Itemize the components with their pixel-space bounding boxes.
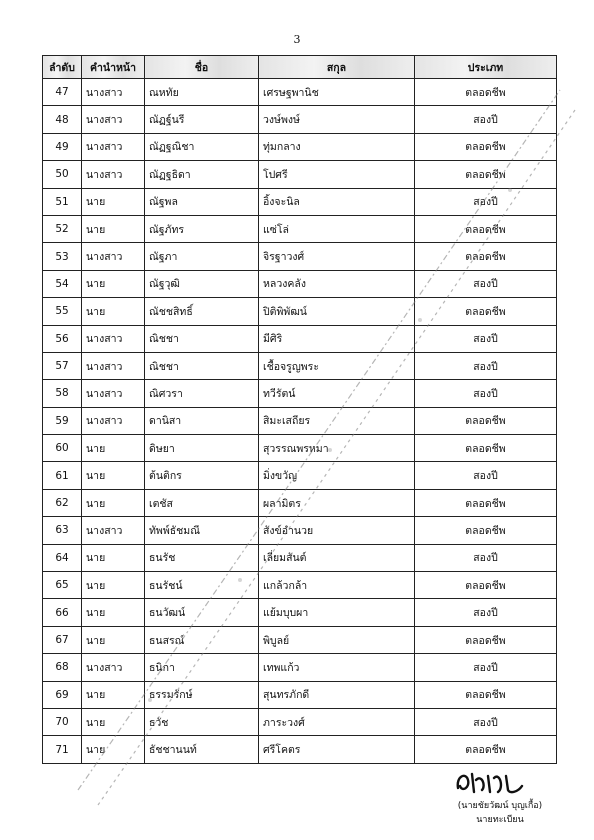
- surname-cell: อิ้งจะนิล: [259, 188, 415, 215]
- surname-cell: ทวีรัตน์: [259, 380, 415, 407]
- index-cell: 71: [43, 736, 82, 763]
- type-cell: ตลอดชีพ: [415, 243, 557, 270]
- index-cell: 69: [43, 681, 82, 708]
- index-cell: 60: [43, 435, 82, 462]
- type-cell: สองปี: [415, 380, 557, 407]
- type-cell: ตลอดชีพ: [415, 298, 557, 325]
- index-cell: 61: [43, 462, 82, 489]
- index-cell: 58: [43, 380, 82, 407]
- header-first-name: ชื่อ: [145, 56, 259, 79]
- surname-cell: ผลามิตร: [259, 489, 415, 516]
- index-cell: 52: [43, 215, 82, 242]
- table-row: [43, 325, 557, 352]
- table-row: [43, 243, 557, 270]
- prefix-cell: นางสาว: [82, 352, 145, 379]
- index-cell: 65: [43, 572, 82, 599]
- table-body: [43, 79, 557, 764]
- table-row: [43, 708, 557, 735]
- table-row: [43, 462, 557, 489]
- prefix-cell: นางสาว: [82, 654, 145, 681]
- prefix-cell: นาย: [82, 489, 145, 516]
- table-header: [43, 56, 557, 79]
- first-name-cell: ณัฐพล: [145, 188, 259, 215]
- table-row: [43, 215, 557, 242]
- prefix-cell: นางสาว: [82, 243, 145, 270]
- prefix-cell: นางสาว: [82, 325, 145, 352]
- first-name-cell: ธนิกา: [145, 654, 259, 681]
- index-cell: 48: [43, 106, 82, 133]
- header-row: [43, 56, 557, 79]
- prefix-cell: นางสาว: [82, 161, 145, 188]
- table-row: [43, 517, 557, 544]
- surname-cell: เศรษฐพานิช: [259, 79, 415, 106]
- type-cell: ตลอดชีพ: [415, 572, 557, 599]
- index-cell: 53: [43, 243, 82, 270]
- first-name-cell: ต้นติกร: [145, 462, 259, 489]
- surname-cell: ปิติพิพัฒน์: [259, 298, 415, 325]
- table-row: [43, 572, 557, 599]
- type-cell: ตลอดชีพ: [415, 736, 557, 763]
- table-row: [43, 407, 557, 434]
- prefix-cell: นาย: [82, 215, 145, 242]
- type-cell: สองปี: [415, 708, 557, 735]
- prefix-cell: นางสาว: [82, 380, 145, 407]
- first-name-cell: ธนสรณ์: [145, 626, 259, 653]
- type-cell: สองปี: [415, 188, 557, 215]
- first-name-cell: ธนวัฒน์: [145, 599, 259, 626]
- prefix-cell: นาย: [82, 435, 145, 462]
- type-cell: ตลอดชีพ: [415, 215, 557, 242]
- first-name-cell: เตชัส: [145, 489, 259, 516]
- surname-cell: ภาระวงศ์: [259, 708, 415, 735]
- type-cell: ตลอดชีพ: [415, 407, 557, 434]
- first-name-cell: ณัฐวุฒิ: [145, 270, 259, 297]
- table-row: [43, 489, 557, 516]
- first-name-cell: ณัชชสิทธิ์: [145, 298, 259, 325]
- surname-cell: แซ่โล่: [259, 215, 415, 242]
- prefix-cell: นาย: [82, 462, 145, 489]
- type-cell: สองปี: [415, 325, 557, 352]
- prefix-cell: นาย: [82, 681, 145, 708]
- member-table: [42, 55, 557, 764]
- index-cell: 55: [43, 298, 82, 325]
- table-row: [43, 599, 557, 626]
- table-row: [43, 544, 557, 571]
- header-index: ลำดับ: [43, 56, 82, 79]
- index-cell: 54: [43, 270, 82, 297]
- first-name-cell: ธนรัชน์: [145, 572, 259, 599]
- index-cell: 56: [43, 325, 82, 352]
- surname-cell: เลี่ยมสันต์: [259, 544, 415, 571]
- index-cell: 50: [43, 161, 82, 188]
- header-prefix: คำนำหน้า: [82, 56, 145, 79]
- table-row: [43, 79, 557, 106]
- first-name-cell: ดานิสา: [145, 407, 259, 434]
- surname-cell: สิมะเสถียร: [259, 407, 415, 434]
- prefix-cell: นางสาว: [82, 407, 145, 434]
- surname-cell: แกล้วกล้า: [259, 572, 415, 599]
- first-name-cell: ธัชชานนท์: [145, 736, 259, 763]
- index-cell: 66: [43, 599, 82, 626]
- surname-cell: พิบูลย์: [259, 626, 415, 653]
- type-cell: สองปี: [415, 462, 557, 489]
- surname-cell: หลวงคลัง: [259, 270, 415, 297]
- prefix-cell: นางสาว: [82, 79, 145, 106]
- first-name-cell: ทัพพ์ธัชมณี: [145, 517, 259, 544]
- index-cell: 57: [43, 352, 82, 379]
- signer-name: (นายชัยวัฒน์ บุญเกื้อ): [457, 801, 543, 811]
- type-cell: สองปี: [415, 106, 557, 133]
- surname-cell: สุวรรณพรหมา: [259, 435, 415, 462]
- header-membership-type: ประเภท: [415, 56, 557, 79]
- surname-cell: ศรีโคตร: [259, 736, 415, 763]
- prefix-cell: นางสาว: [82, 106, 145, 133]
- type-cell: ตลอดชีพ: [415, 681, 557, 708]
- surname-cell: ทุ่มกลาง: [259, 133, 415, 160]
- first-name-cell: ณัฏฐธิดา: [145, 161, 259, 188]
- type-cell: ตลอดชีพ: [415, 626, 557, 653]
- index-cell: 63: [43, 517, 82, 544]
- table-row: [43, 681, 557, 708]
- table-row: [43, 133, 557, 160]
- index-cell: 64: [43, 544, 82, 571]
- surname-cell: มิ่งขวัญ: [259, 462, 415, 489]
- first-name-cell: ณหทัย: [145, 79, 259, 106]
- table-row: [43, 188, 557, 215]
- surname-cell: สังข์อำนวย: [259, 517, 415, 544]
- surname-cell: วงษ์พงษ์: [259, 106, 415, 133]
- index-cell: 67: [43, 626, 82, 653]
- first-name-cell: ณัฐภา: [145, 243, 259, 270]
- index-cell: 62: [43, 489, 82, 516]
- table-row: [43, 654, 557, 681]
- table-row: [43, 736, 557, 763]
- first-name-cell: ธวัช: [145, 708, 259, 735]
- surname-cell: แย้มบุบผา: [259, 599, 415, 626]
- first-name-cell: ณัฏฐณิชา: [145, 133, 259, 160]
- index-cell: 68: [43, 654, 82, 681]
- header-surname: สกุล: [259, 56, 415, 79]
- prefix-cell: นาย: [82, 708, 145, 735]
- table-row: [43, 106, 557, 133]
- type-cell: ตลอดชีพ: [415, 133, 557, 160]
- first-name-cell: ณิชชา: [145, 325, 259, 352]
- surname-cell: เทพแก้ว: [259, 654, 415, 681]
- table-row: [43, 298, 557, 325]
- type-cell: ตลอดชีพ: [415, 161, 557, 188]
- table-row: [43, 270, 557, 297]
- prefix-cell: นาย: [82, 599, 145, 626]
- type-cell: สองปี: [415, 654, 557, 681]
- prefix-cell: นาย: [82, 544, 145, 571]
- first-name-cell: ณัฏฐ์นรี: [145, 106, 259, 133]
- index-cell: 47: [43, 79, 82, 106]
- prefix-cell: นาย: [82, 626, 145, 653]
- index-cell: 70: [43, 708, 82, 735]
- type-cell: สองปี: [415, 599, 557, 626]
- first-name-cell: ธนรัช: [145, 544, 259, 571]
- index-cell: 49: [43, 133, 82, 160]
- prefix-cell: นาย: [82, 270, 145, 297]
- surname-cell: โปศรี: [259, 161, 415, 188]
- type-cell: สองปี: [415, 270, 557, 297]
- prefix-cell: นาย: [82, 188, 145, 215]
- type-cell: ตลอดชีพ: [415, 435, 557, 462]
- table-row: [43, 161, 557, 188]
- table-row: [43, 380, 557, 407]
- table-row: [43, 352, 557, 379]
- type-cell: ตลอดชีพ: [415, 517, 557, 544]
- signature-block: [440, 766, 560, 826]
- table-row: [43, 435, 557, 462]
- first-name-cell: ณัฐภัทร: [145, 215, 259, 242]
- prefix-cell: นาย: [82, 298, 145, 325]
- first-name-cell: ธรรมรักษ์: [145, 681, 259, 708]
- surname-cell: เชื้อจรูญพระ: [259, 352, 415, 379]
- index-cell: 51: [43, 188, 82, 215]
- prefix-cell: นางสาว: [82, 517, 145, 544]
- table-row: [43, 626, 557, 653]
- prefix-cell: นางสาว: [82, 133, 145, 160]
- page-number: 3: [293, 33, 301, 46]
- surname-cell: มีศิริ: [259, 325, 415, 352]
- prefix-cell: นาย: [82, 572, 145, 599]
- handwritten-signature: [452, 766, 532, 798]
- signer-title: นายทะเบียน: [476, 815, 524, 825]
- first-name-cell: ณิศวรา: [145, 380, 259, 407]
- type-cell: ตลอดชีพ: [415, 489, 557, 516]
- type-cell: ตลอดชีพ: [415, 79, 557, 106]
- first-name-cell: ณิชชา: [145, 352, 259, 379]
- surname-cell: สุนทรภักดี: [259, 681, 415, 708]
- type-cell: สองปี: [415, 352, 557, 379]
- surname-cell: จิรฐาวงศ์: [259, 243, 415, 270]
- type-cell: สองปี: [415, 544, 557, 571]
- first-name-cell: ดิษยา: [145, 435, 259, 462]
- prefix-cell: นาย: [82, 736, 145, 763]
- index-cell: 59: [43, 407, 82, 434]
